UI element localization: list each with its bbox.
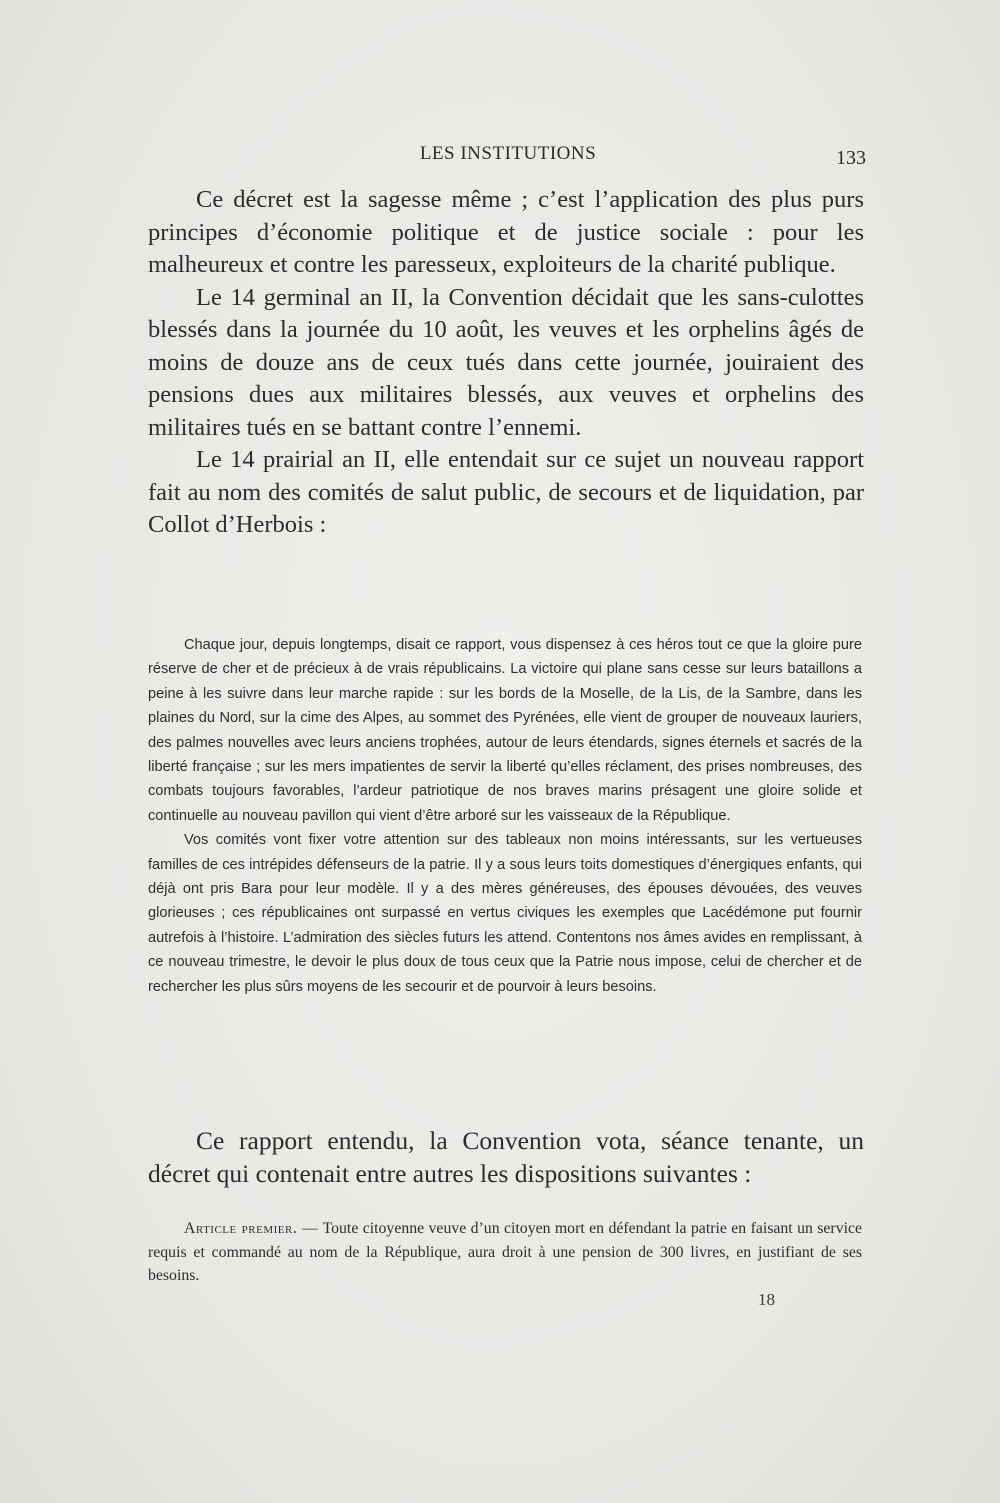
paragraph-germinal: Le 14 germinal an II, la Convention décidait que les sans-culottes blessés dans la journée du 10 août, les veuves et les orphelins âgés de moins de douze ans de ceux tués dans cette journée, jouiraient des pensions dues aux militaires blessés, aux veuves et orphelins des militaires tués en se battant contre l’ennemi. — [148, 283, 864, 441]
article-heading: Article premier. — — [184, 1220, 319, 1237]
paragraph-decree-wisdom: Ce décret est la sagesse même ; c’est l’application des plus purs principes d’économie politique et de justice sociale : pour les malheureux et contre les paresseux, exploiteurs de la charité publique. — [148, 186, 864, 278]
page-number: 133 — [836, 147, 866, 169]
paragraph-prairial: Le 14 prairial an II, elle entendait sur ce sujet un nouveau rapport fait au nom des comités de salut public, de secours et de liquidation, par Collot d’Herbois : — [148, 446, 864, 538]
opening-text — [148, 184, 864, 542]
closing-text — [148, 1124, 864, 1190]
quote-paragraph-victories: Chaque jour, depuis longtemps, disait ce rapport, vous dispensez à ces héros tout ce que la gloire pure réserve de cher et de précieux à de vrais républicains. La victoire qui plane sans cesse sur leurs bataillons a peine à les suivre dans leur marche rapide : sur les bords de la Moselle, de la Lis, de la Sambre, dans les plaines du Nord, sur la cime des Alpes, au sommet des Pyrénées, elle vient de grouper de nouveaux lauriers, des palmes nouvelles avec leurs anciens trophées, autour de leurs étendards, signes éternels et sacrés de la liberté française ; sur les mers impatientes de servir la liberté qu’elles réclament, des prises nombreuses, des combats toujours favorables, l’ardeur patriotique de nos braves marins présagent une gloire solide et continuelle au nouveau pavillon qui vient d’être arboré sur les vaisseaux de la République. — [148, 637, 862, 824]
quote-paragraph-families: Vos comités vont fixer votre attention sur des tableaux non moins intéressants, sur les vertueuses familles de ces intrépides défenseurs de la patrie. Il y a sous leurs toits domestiques d’énergiques enfants, qui déjà ont pris Bara pour leur modèle. Il y a des mères généreuses, des épouses dévouées, des veuves glorieuses ; ces républicaines ont surpassé en vertus civiques les exemples que Lacédémone put fournir autrefois à l’histoire. L’admiration des siècles futurs les attend. Contentons nos âmes avides en remplissant, à ce nouveau trimestre, le devoir le plus doux de tous ceux que la Patrie nous impose, celui de chercher et de rechercher les plus sûrs moyens de les secourir et de pourvoir à leurs besoins. — [148, 832, 862, 995]
paragraph-report-heard: Ce rapport entendu, la Convention vota, séance tenante, un décret qui contenait entre autres les dispositions suivantes : — [148, 1126, 864, 1188]
printer-signature: 18 — [758, 1290, 775, 1309]
article-first — [148, 1217, 862, 1288]
article-text: Toute citoyenne veuve d’un citoyen mort en défendant la patrie en faisant un service requis et commandé au nom de la République, aura droit à une pension de 300 livres, en justifiant de ses besoins. — [148, 1220, 863, 1284]
running-title: LES INSTITUTIONS — [419, 143, 597, 164]
running-head — [148, 141, 868, 171]
decree-article — [148, 1217, 862, 1288]
report-quotation — [148, 633, 862, 999]
